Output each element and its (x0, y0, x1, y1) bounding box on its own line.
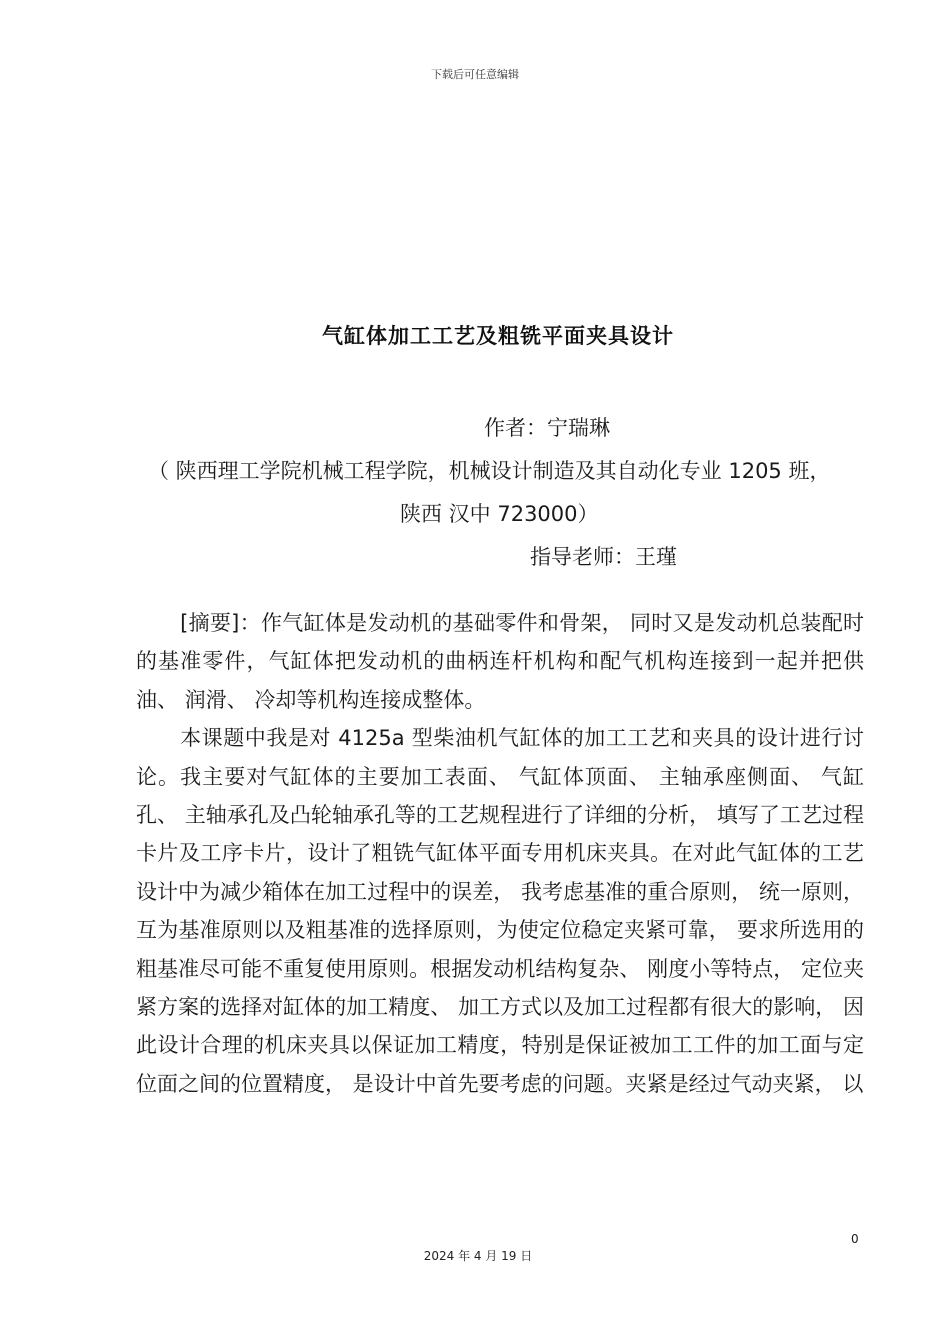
affiliation-line-2: 陕西 汉中 723000） (400, 502, 599, 526)
page-footer-date: 2024 年 4 月 19 日 (423, 1249, 533, 1263)
document-title: 气缸体加工工艺及粗铣平面夹具设计 (322, 324, 674, 348)
body-text (136, 604, 864, 1103)
page-header-note: 下载后可任意编辑 (431, 68, 519, 81)
advisor-line: 指导老师：王瑾 (530, 545, 677, 569)
affiliation-line-1: （ 陕西理工学院机械工程学院，机械设计制造及其自动化专业 1205 班， (148, 459, 831, 483)
body-paragraph: 本课题中我是对 4125a 型柴油机气缸体的加工工艺和夹具的设计进行讨论。我主要对气缸体的主要加工表面、 气缸体顶面、 主轴承座侧面、 气缸孔、 主轴承孔及凸轮轴承孔等的工艺规程进行了详细的分析， 填写了工艺过程卡片及工序卡片，设计了粗铣气缸体平面专用机床夹具。在对此气缸体的工艺设计中为减少箱体在加工过程中的误差， 我考虑基准的重合原则， 统一原则， 互为基准原则以及粗基准的选择原则，为使定位稳定夹紧可靠， 要求所选用的粗基准尽可能不重复使用原则。根据发动机结构复杂、 刚度小等特点， 定位夹紧方案的选择对缸体的加工精度、 加工方式以及加工过程都有很大的影响， 因此设计合理的机床夹具以保证加工精度，特别是保证被加工工件的加工面与定位面之间的位置精度， 是设计中首先要考虑的问题。夹紧是经过气动夹紧， 以 (136, 726, 864, 1096)
abstract-paragraph: [摘要]：作气缸体是发动机的基础零件和骨架， 同时又是发动机总装配时的基准零件，气缸体把发动机的曲柄连杆机构和配气机构连接到一起并把供油、 润滑、 冷却等机构连接成整体。 (136, 611, 864, 712)
page-number: 0 (851, 1232, 859, 1246)
author-line: 作者：宁瑞琳 (484, 416, 610, 440)
